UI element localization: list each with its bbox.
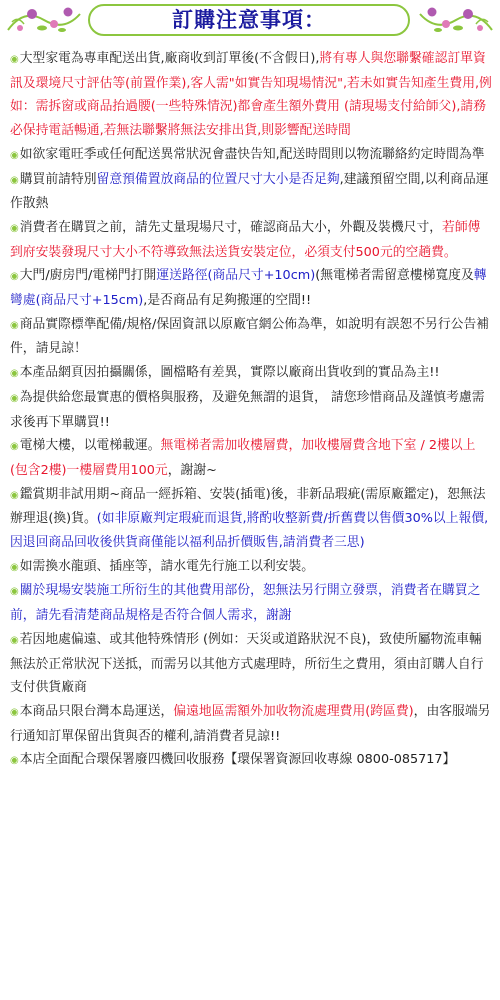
page-title: 訂購注意事項：: [172, 8, 326, 32]
notice-text: ,是否商品有足夠搬運的空間!!: [143, 293, 312, 309]
notice-text-highlight: 請務必保持電話暢通,若無法聯繫將無法安排出貨,則影響配送時間: [10, 99, 486, 139]
notice-item-floor-fee: [10, 434, 492, 482]
notice-text: 如欲家電旺季或任何配送異常狀況會盡快告知,配送時間則以物流聯絡約定時間為準: [19, 146, 485, 162]
notice-item-space: [10, 168, 492, 216]
notice-text: 購買前請特別: [19, 171, 97, 187]
notice-text-highlight: 無電梯者需加收樓層費，加收樓層費含地下室 / 2樓以上(包含2樓)一樓層費用100元: [10, 438, 476, 478]
notice-text: 鑑賞期非試用期~商品一經拆箱、安裝(插電)後，非新品瑕疵(需原廠鑑定)，恕無法辦理退(換)貨。: [10, 486, 486, 527]
bullet-dot-icon: ◉: [10, 586, 19, 598]
notice-text-highlight: 轉彎處: [10, 268, 487, 309]
notice-item-photo: [10, 361, 492, 386]
notice-text-highlight: (如非原廠判定瑕疵而退貨,將酌收整新費/折舊費以售價30%以上報價,因退回商品回收後供貨商僅能以福利品折價販售,請消費者三思): [10, 511, 489, 551]
bullet-dot-icon: ◉: [10, 441, 19, 453]
bullet-dot-icon: ◉: [10, 368, 19, 380]
notice-item-invoice: [10, 579, 492, 627]
notice-text: 本店全面配合環保署廢四機回收服務【環保署資源回收專線 0800-085717】: [19, 752, 456, 768]
notice-text: 若因地處偏遠、或其他特殊情形 (例如：天災或道路狀況不良)，致使所屬物流車輛無法於正常狀況下送抵，而需另以其他方式處理時，所衍生之費用，須由訂購人自行支付供貨廠商: [10, 631, 484, 696]
bullet-dot-icon: ◉: [10, 634, 19, 646]
bullet-dot-icon: ◉: [10, 489, 19, 501]
notice-item-remote: [10, 628, 492, 700]
notice-text: 商品實際標準配備/規格/保固資訊以原廠官網公佈為準，如說明有誤恕不另行公告補件，請見諒！: [10, 316, 490, 357]
bullet-dot-icon: ◉: [10, 174, 19, 186]
bullet-dot-icon: ◉: [10, 392, 19, 404]
notice-text: 消費者在購買之前，請先丈量現場尺寸，確認商品大小，外觀及裝機尺寸，: [19, 219, 443, 235]
notice-text: 電梯大樓，以電梯載運。: [19, 438, 161, 454]
bullet-dot-icon: ◉: [10, 149, 19, 161]
bullet-dot-icon: ◉: [10, 319, 19, 331]
header-banner: [0, 0, 500, 44]
notice-text-highlight: 將有專人與您聯繫確認訂單資訊及環境尺寸評估等(前置作業),客人需"如實告知現場情況",若未如實告知產生費用,例如：需拆窗或商品抬過腰(一些特殊情況)都會產生額外費用 (請現場支付給師父),: [10, 51, 492, 115]
bullet-dot-icon: ◉: [10, 755, 19, 767]
notice-text-highlight: (商品尺寸+15cm): [35, 293, 144, 309]
notice-text: 為提供給您最實惠的價格與服務，及避免無謂的退貨， 請您珍惜商品及謹慎考慮需求後再下單購買!!: [10, 389, 485, 430]
notice-item-island: [10, 700, 492, 748]
notice-text-highlight: 關於現場安裝施工所衍生的其他費用部份，恕無法另行開立發票，消費者在購買之前，請先看清楚商品規格是否符合個人需求，謝謝: [10, 583, 481, 624]
notice-text-highlight: 偏遠地區需額外加收物流處理費用(跨區費): [173, 703, 414, 719]
bullet-dot-icon: ◉: [10, 271, 19, 283]
notice-text: 本商品只限台灣本島運送，: [19, 703, 174, 719]
notice-text: 大型家電為專車配送出貨,廠商收到訂單後(不含假日),: [19, 51, 320, 66]
notice-item-price: [10, 386, 492, 434]
notice-list: [10, 47, 492, 773]
notice-text: (無電梯者需留意樓梯寬度及: [315, 268, 474, 284]
notice-text-highlight: 運送路徑(商品尺寸+10cm): [156, 268, 316, 284]
notice-text: 如需換水龍頭、插座等，請水電先行施工以利安裝。: [19, 558, 315, 574]
notice-item-recycle: [10, 748, 492, 773]
floral-vine-ornament-right: [416, 2, 496, 38]
bullet-dot-icon: ◉: [10, 222, 19, 234]
title-frame: [88, 4, 410, 36]
bullet-dot-icon: ◉: [10, 54, 19, 65]
notice-item-plumbing: [10, 555, 492, 580]
notice-item-peak-season: [10, 143, 492, 168]
floral-vine-ornament-left: [4, 2, 84, 38]
bullet-dot-icon: ◉: [10, 706, 19, 718]
notice-text: ，謝謝~: [167, 462, 217, 478]
notice-text: 本產品網頁因拍攝關係，圖檔略有差異，實際以廠商出貨收到的實品為主!!: [19, 365, 440, 381]
notice-text: ,建議預留空間,以利商品運作散熱: [10, 171, 489, 212]
bullet-dot-icon: ◉: [10, 561, 19, 573]
notice-text: ，由客服端另行通知訂單保留出貨與否的權利,請消費者見諒!!: [10, 703, 491, 744]
notice-text: 大門/廚房門/電梯門打開: [19, 268, 157, 284]
notice-item-delivery: [10, 47, 492, 143]
notice-item-route: [10, 264, 492, 312]
notice-item-measure: [10, 216, 492, 264]
notice-item-spec: [10, 313, 492, 361]
notice-text-highlight: 留意預備置放商品的位置尺寸大小是否足夠: [96, 171, 340, 187]
notice-item-return: [10, 483, 492, 555]
notice-text-highlight: 若師傅到府安裝發現尺寸大小不符導致無法送貨安裝定位，必須支付500元的空趟費。: [10, 219, 481, 260]
